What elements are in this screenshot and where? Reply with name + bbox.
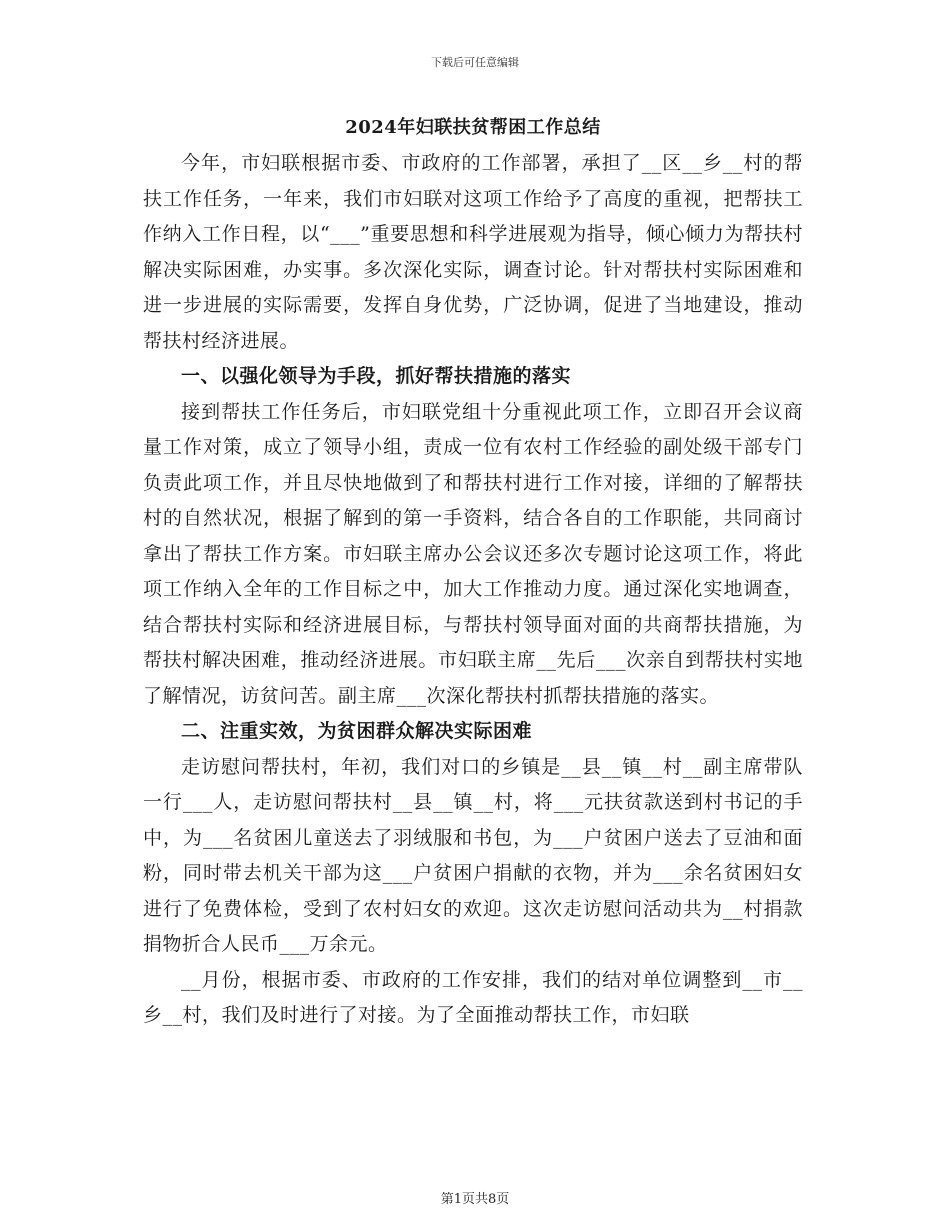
section-2-paragraph-continued: __月份，根据市委、市政府的工作安排，我们的结对单位调整到__市__乡__村，我们及时进行了对接。为了全面推动帮扶工作，市妇联: [143, 968, 803, 1026]
section-1-heading: 一、以强化领导为手段，抓好帮扶措施的落实: [181, 365, 572, 387]
section-2-paragraph: 走访慰问帮扶村，年初，我们对口的乡镇是__县__镇__村__副主席带队一行___人，走访慰问帮扶村__县__镇__村，将___元扶贫款送到村书记的手中，为___名贫困儿童送去了羽绒服和书包，为___户贫困户送去了豆油和面粉，同时带去机关干部为这___户贫困户捐献的衣物，并为___余名贫困妇女进行了免费体检，受到了农村妇女的欢迎。这次走访慰问活动共为__村捐款捐物折合人民币___万余元。: [143, 755, 803, 955]
document-body: [143, 110, 803, 1034]
intro-paragraph: 今年，市妇联根据市委、市政府的工作部署，承担了__区__乡__村的帮扶工作任务，一年来，我们市妇联对这项工作给予了高度的重视，把帮扶工作纳入工作日程，以“___”重要思想和科学进展观为指导，倾心倾力为帮扶村解决实际困难，办实事。多次深化实际，调查讨论。针对帮扶村实际困难和进一步进展的实际需要，发挥自身优势，广泛协调，促进了当地建设，推动帮扶村经济进展。: [143, 152, 803, 352]
document-title: 2024年妇联扶贫帮困工作总结: [345, 117, 601, 138]
section-1-paragraph: 接到帮扶工作任务后，市妇联党组十分重视此项工作，立即召开会议商量工作对策，成立了领导小组，责成一位有农村工作经验的副处级干部专门负责此项工作，并且尽快地做到了和帮扶村进行工作对接，详细的了解帮扶村的自然状况，根据了解到的第一手资料，结合各自的工作职能，共同商讨拿出了帮扶工作方案。市妇联主席办公会议还多次专题讨论这项工作，将此项工作纳入全年的工作目标之中，加大工作推动力度。通过深化实地调查，结合帮扶村实际和经济进展目标，与帮扶村领导面对面的共商帮扶措施，为帮扶村解决困难，推动经济进展。市妇联主席__先后___次亲自到帮扶村实地了解情况，访贫问苦。副主席___次深化帮扶村抓帮扶措施的落实。: [143, 400, 803, 707]
page-header-note: 下载后可任意编辑: [431, 56, 519, 69]
section-2-heading: 二、注重实效，为贫困群众解决实际困难: [181, 720, 533, 742]
page-number-footer: 第1页共8页: [440, 1192, 510, 1207]
